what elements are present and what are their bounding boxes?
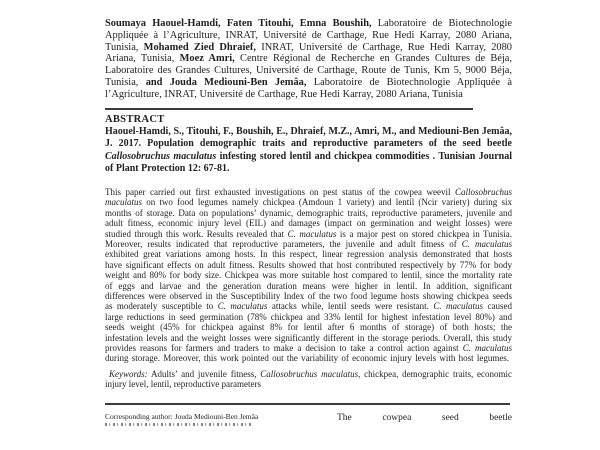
abstract-heading: ABSTRACT	[105, 113, 165, 125]
corresponding-author-note: Corresponding author: Jouda Mediouni-Ben Jemâa	[105, 411, 259, 421]
page-footer-row	[105, 412, 512, 434]
footnote-rule	[105, 403, 510, 405]
author-affiliation-block: Soumaya Haouel-Hamdi, Faten Titouhi, Emna Boushih, Laboratoire de Biotechnologie Appliquée à l’Agriculture, INRAT, Université de Carthage, Rue Hedi Karray, 2080 Ariana, Tunisia, Mohamed Zied Dhraief, INRAT, Université de Carthage, Rue Hedi Karray, 2080 Ariana, Tunisia, Moez Amri, Centre Régional de Recherche en Grandes Cultures de Béja, Laboratoire des Grandes Cultures, Université de Carthage, Route de Tunis, Km 5, 9000 Béja, Tunisia, and Jouda Mediouni-Ben Jemâa, Laboratoire de Biotechnologie Appliquée à l’Agriculture, INRAT, Université de Carthage, Rue Hedi Karray, 2080 Ariana, Tunisia	[105, 18, 512, 100]
keywords-line: Keywords: Adults’ and juvenile fitness, Callosobruchus maculatus, chickpea, demographic traits, economic injury level, lentil, reproductive parameters	[105, 368, 512, 390]
citation-paragraph: Haouel-Hamdi, S., Titouhi, F., Boushih, E., Dhraief, M.Z., Amri, M., and Mediouni-Ben Jemâa, J. 2017. Population demographic traits and reproductive parameters of the seed beetle Callosobruchus maculatus infesting stored lentil and chickpea commodities . Tunisian Journal of Plant Protection 12: 67-81.	[105, 125, 512, 175]
introduction-first-line: The cowpea seed beetle	[337, 412, 512, 423]
clipped-text-line	[105, 423, 253, 426]
page-content	[105, 18, 512, 434]
abstract-body-paragraph: This paper carried out first exhausted investigations on pest status of the cowpea weevil Callosobruchus maculatus on two food legumes namely chickpea (Amdoun 1 variety) and lentil (Ncir variety) during six months of storage. Data on populations’ dynamic, demographic traits, reproductive parameters, juvenile and adult fitness, economic injury level (EIL) and damages (impact on germination and weight losses) were studied through this work. Results revealed that C. maculatus is a major pest on stored chickpea in Tunisia. Moreover, results indicated that reproductive parameters, the juvenile and adult fitness of C. maculatus exhibited great variations among hosts. In this respect, linear regression analysis demonstrated that hosts have significant effects on adult fitness. Results showed that host contributed respectively by 77% for body weight and 80% for body size. Chickpea was more suitable host compared to lentil, since the mortality rate of eggs and larvae and the generation duration means were higher in lentil. In addition, significant differences were observed in the Susceptibility Index of the two food legume hosts showing chickpea seeds as moderately susceptible to C. maculatus attacks while, lentil seeds were resistant. C. maculatus caused large reductions in seed germination (78% chickpea and 33% lentil for highest infestation level 80%) and seeds weight (45% for chickpea against 8% for lentil after 6 months of storage) of both hosts; the infestation levels and the weight losses were significantly different in the storage periods. Overall, this study provides reasons for farmers and traders to make a decision to take a control action against C. maculatus during storage. Moreover, this work pointed out the variability of economic injury levels with host legumes.	[105, 186, 512, 364]
abstract-top-rule	[105, 108, 473, 110]
